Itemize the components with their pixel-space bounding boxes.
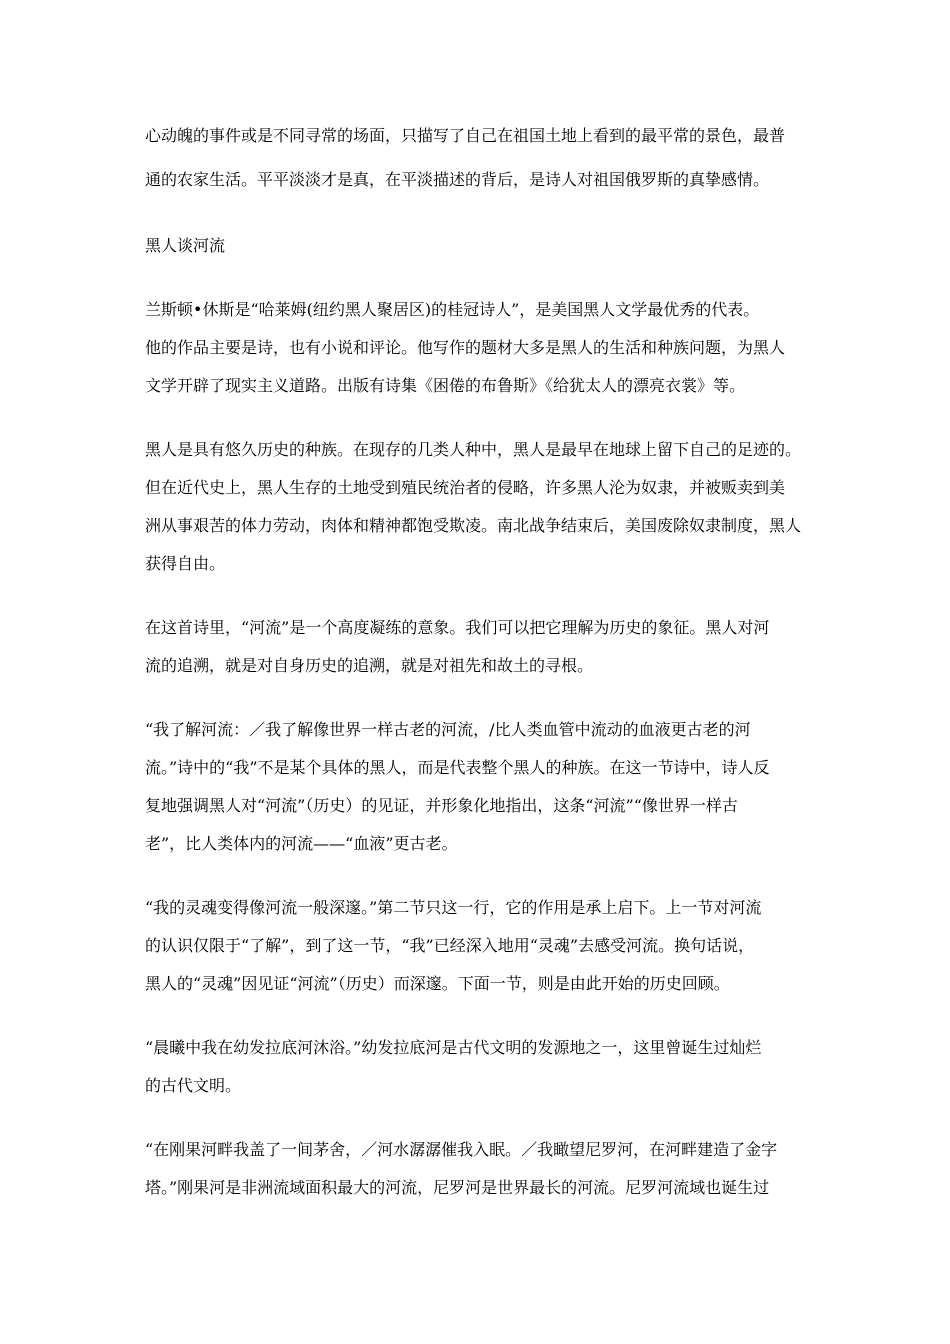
- text-line: 的古代文明。: [145, 1076, 242, 1095]
- text-line: “晨曦中我在幼发拉底河沐浴。”幼发拉底河是古代文明的发源地之一，这里曾诞生过灿烂: [145, 1038, 762, 1057]
- text-line: 他的作品主要是诗，也有小说和评论。他写作的题材大多是黑人的生活和种族问题，为黑人: [145, 338, 786, 357]
- text-line: 老”，比人类体内的河流——“血液”更古老。: [145, 834, 458, 853]
- text-line: 获得自由。: [145, 554, 226, 573]
- text-line: “我的灵魂变得像河流一般深邃。”第二节只这一行，它的作用是承上启下。上一节对河流: [145, 898, 762, 917]
- text-line: “我了解河流：／我了解像世界一样古老的河流，/比人类血管中流动的血液更古老的河: [145, 720, 751, 739]
- text-line: 复地强调黑人对“河流”（历史）的见证，并形象化地指出，这条“河流”“像世界一样古: [145, 796, 738, 815]
- text-line: “在刚果河畔我盖了一间茅舍，／河水潺潺催我入眠。／我瞰望尼罗河，在河畔建造了金字: [145, 1140, 778, 1159]
- text-line: 塔。”刚果河是非洲流域面积最大的河流，尼罗河是世界最长的河流。尼罗河流域也诞生过: [145, 1178, 770, 1197]
- text-line: 流的追溯，就是对自身历史的追溯，就是对祖先和故土的寻根。: [145, 656, 594, 675]
- text-line: 黑人是具有悠久历史的种族。在现存的几类人种中，黑人是最早在地球上留下自己的足迹的。: [145, 440, 802, 459]
- section-heading: 黑人谈河流: [145, 236, 226, 255]
- text-line: 流。”诗中的“我”不是某个具体的黑人，而是代表整个黑人的种族。在这一节诗中，诗人反: [145, 758, 770, 777]
- text-line: 但在近代史上，黑人生存的土地受到殖民统治者的侵略，许多黑人沦为奴隶，并被贩卖到美: [145, 478, 786, 497]
- text-line: 黑人的“灵魂”因见证“河流”（历史）而深邃。下面一节，则是由此开始的历史回顾。: [145, 974, 730, 993]
- text-line: 文学开辟了现实主义道路。出版有诗集《困倦的布鲁斯》《给犹太人的漂亮衣裳》等。: [145, 376, 746, 395]
- text-line: 洲从事艰苦的体力劳动，肉体和精神都饱受欺凌。南北战争结束后，美国废除奴隶制度，黑人: [145, 516, 802, 535]
- text-line: 心动魄的事件或是不同寻常的场面，只描写了自己在祖国土地上看到的最平常的景色，最普: [145, 126, 786, 145]
- text-line: 通的农家生活。平平淡淡才是真，在平淡描述的背后，是诗人对祖国俄罗斯的真挚感情。: [145, 170, 770, 189]
- text-line: 兰斯顿•休斯是“哈莱姆(纽约黑人聚居区)的桂冠诗人”，是美国黑人文学最优秀的代表。: [145, 300, 760, 319]
- text-line: 的认识仅限于“了解”，到了这一节，“我”已经深入地用“灵魂”去感受河流。换句话说，: [145, 936, 755, 955]
- text-line: 在这首诗里，“河流”是一个高度凝练的意象。我们可以把它理解为历史的象征。黑人对河: [145, 618, 770, 637]
